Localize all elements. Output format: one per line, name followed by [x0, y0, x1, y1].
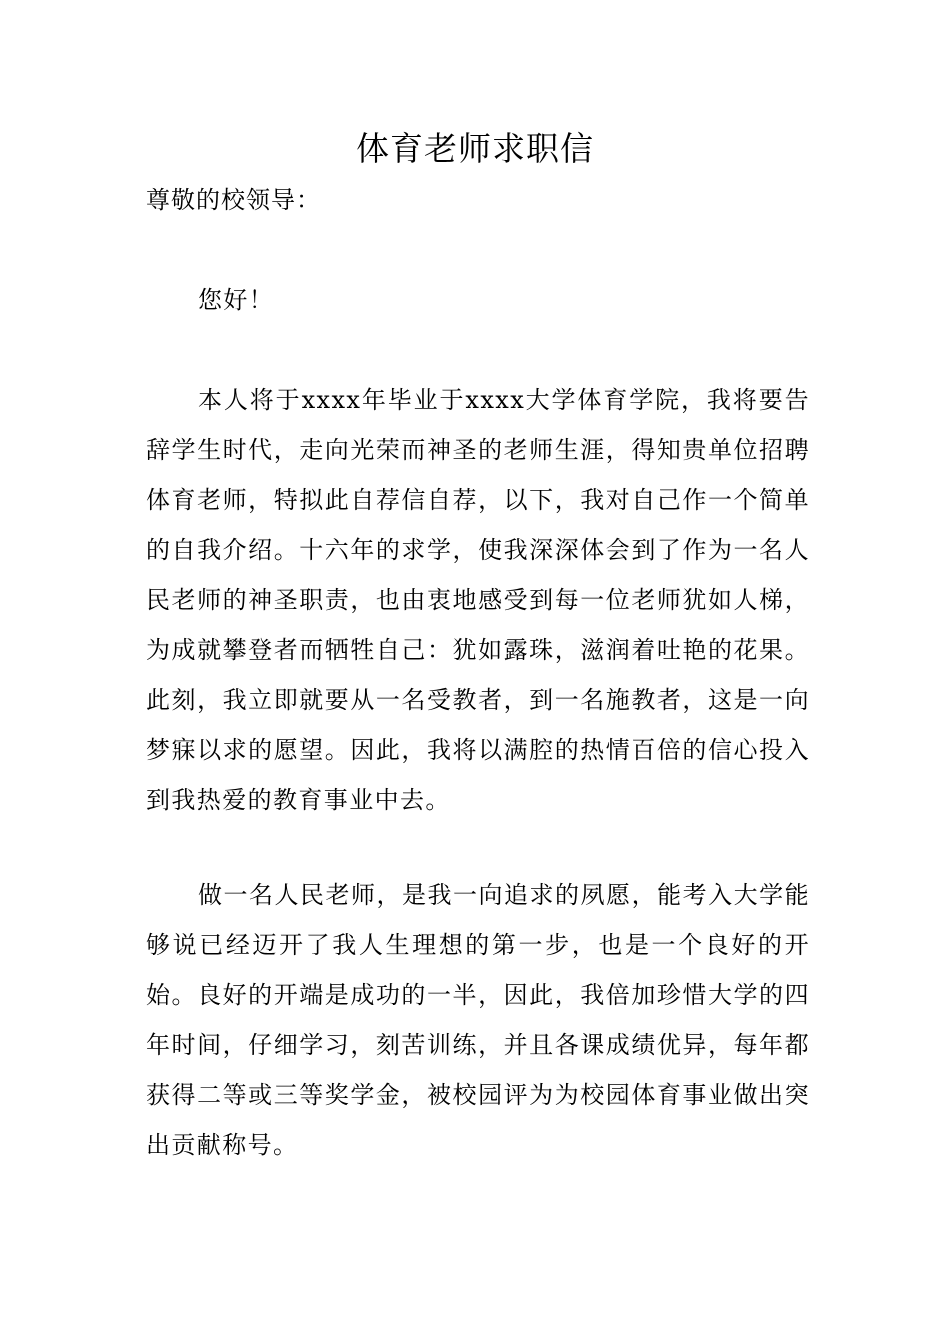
salutation: 尊敬的校领导： [146, 186, 321, 214]
body-paragraph-2: 做一名人民老师，是我一向追求的夙愿，能考入大学能够说已经迈开了我人生理想的第一步，也是一个良好的开始。良好的开端是成功的一半，因此，我倍加珍惜大学的四年时间，仔细学习，刻苦训练，并且各课成绩优异，每年都获得二等或三等奖学金，被校园评为为校园体育事业做出突出贡献称号。 [146, 881, 810, 1159]
document-title: 体育老师求职信 [356, 129, 594, 168]
greeting: 您好！ [198, 286, 275, 314]
body-paragraph-1: 本人将于xxxx年毕业于xxxx大学体育学院，我将要告辞学生时代，走向光荣而神圣的老师生涯，得知贵单位招聘体育老师，特拟此自荐信自荐，以下，我对自己作一个简单的自我介绍。十六年的求学，使我深深体会到了作为一名人民老师的神圣职责，也由衷地感受到每一位老师犹如人梯，为成就攀登者而牺牲自己：犹如露珠，滋润着吐艳的花果。此刻，我立即就要从一名受教者，到一名施教者，这是一向梦寐以求的愿望。因此，我将以满腔的热情百倍的信心投入到我热爱的教育事业中去。 [146, 386, 810, 814]
